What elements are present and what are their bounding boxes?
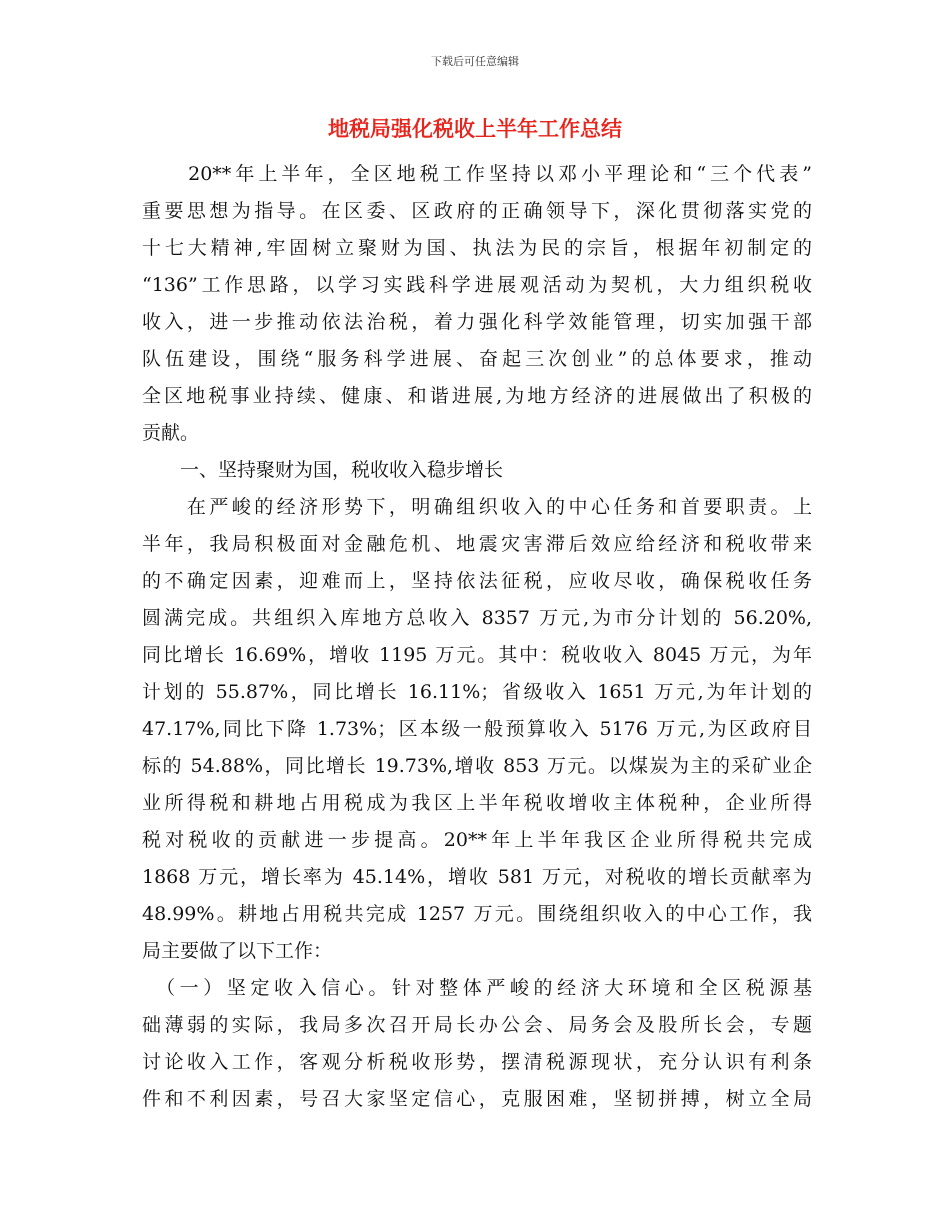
text-line: 48.99%。耕地占用税共完成 1257 万元。围绕组织收入的中心工作，我	[142, 903, 812, 925]
text-line: 计划的 55.87%，同比增长 16.11%；省级收入 1651 万元,为年计划的	[142, 681, 812, 703]
document-body	[142, 156, 812, 1118]
text-line: 业所得税和耕地占用税成为我区上半年税收增收主体税种，企业所得	[142, 792, 812, 814]
text-line: 础薄弱的实际，我局多次召开局长办公会、局务会及股所长会，专题	[142, 1014, 812, 1036]
text-line: 件和不利因素，号召大家坚定信心，克服困难，坚韧拼搏，树立全局	[142, 1088, 812, 1110]
text-line: 全区地税事业持续、健康、和谐进展,为地方经济的进展做出了积极的	[142, 385, 812, 407]
text-line: 收入，进一步推动依法治税，着力强化科学效能管理，切实加强干部	[142, 311, 812, 333]
text-line: 47.17%,同比下降 1.73%；区本级一般预算收入 5176 万元,为区政府目	[142, 718, 812, 740]
text-line: 重要思想为指导。在区委、区政府的正确领导下，深化贯彻落实党的	[142, 200, 812, 222]
text-line: 圆满完成。共组织入库地方总收入 8357 万元,为市分计划的 56.20%,	[142, 607, 812, 629]
text-line: 半年，我局积极面对金融危机、地震灾害滞后效应给经济和税收带来	[142, 533, 812, 555]
text-line: 贡献。	[142, 422, 200, 444]
text-line: 20**年上半年，全区地税工作坚持以邓小平理论和“三个代表”	[142, 163, 812, 185]
text-line: 同比增长 16.69%，增收 1195 万元。其中：税收收入 8045 万元，为年	[142, 644, 812, 666]
text-line: 的不确定因素，迎难而上，坚持依法征税，应收尽收，确保税收任务	[142, 570, 812, 592]
text-line: 标的 54.88%，同比增长 19.73%,增收 853 万元。以煤炭为主的采矿业企	[142, 755, 812, 777]
text-line: 在严峻的经济形势下，明确组织收入的中心任务和首要职责。上	[142, 496, 812, 518]
text-line: 十七大精神,牢固树立聚财为国、执法为民的宗旨，根据年初制定的	[142, 237, 812, 259]
page-header: 下载后可任意编辑	[431, 55, 519, 68]
text-line: 局主要做了以下工作：	[142, 940, 333, 962]
text-line: 队伍建设，围绕“服务科学进展、奋起三次创业”的总体要求，推动	[142, 348, 812, 370]
text-line: “136”工作思路，以学习实践科学进展观活动为契机，大力组织税收	[142, 274, 812, 296]
text-line: 1868 万元，增长率为 45.14%，增收 581 万元，对税收的增长贡献率为	[142, 866, 812, 888]
text-line: （一）坚定收入信心。针对整体严峻的经济大环境和全区税源基	[142, 977, 812, 999]
document-title: 地税局强化税收上半年工作总结	[328, 117, 622, 141]
text-line: 税对税收的贡献进一步提高。20**年上半年我区企业所得税共完成	[142, 829, 812, 851]
text-line: 讨论收入工作，客观分析税收形势，摆清税源现状，充分认识有利条	[142, 1051, 812, 1073]
section-heading: 一、坚持聚财为国，税收收入稳步增长	[142, 459, 504, 481]
